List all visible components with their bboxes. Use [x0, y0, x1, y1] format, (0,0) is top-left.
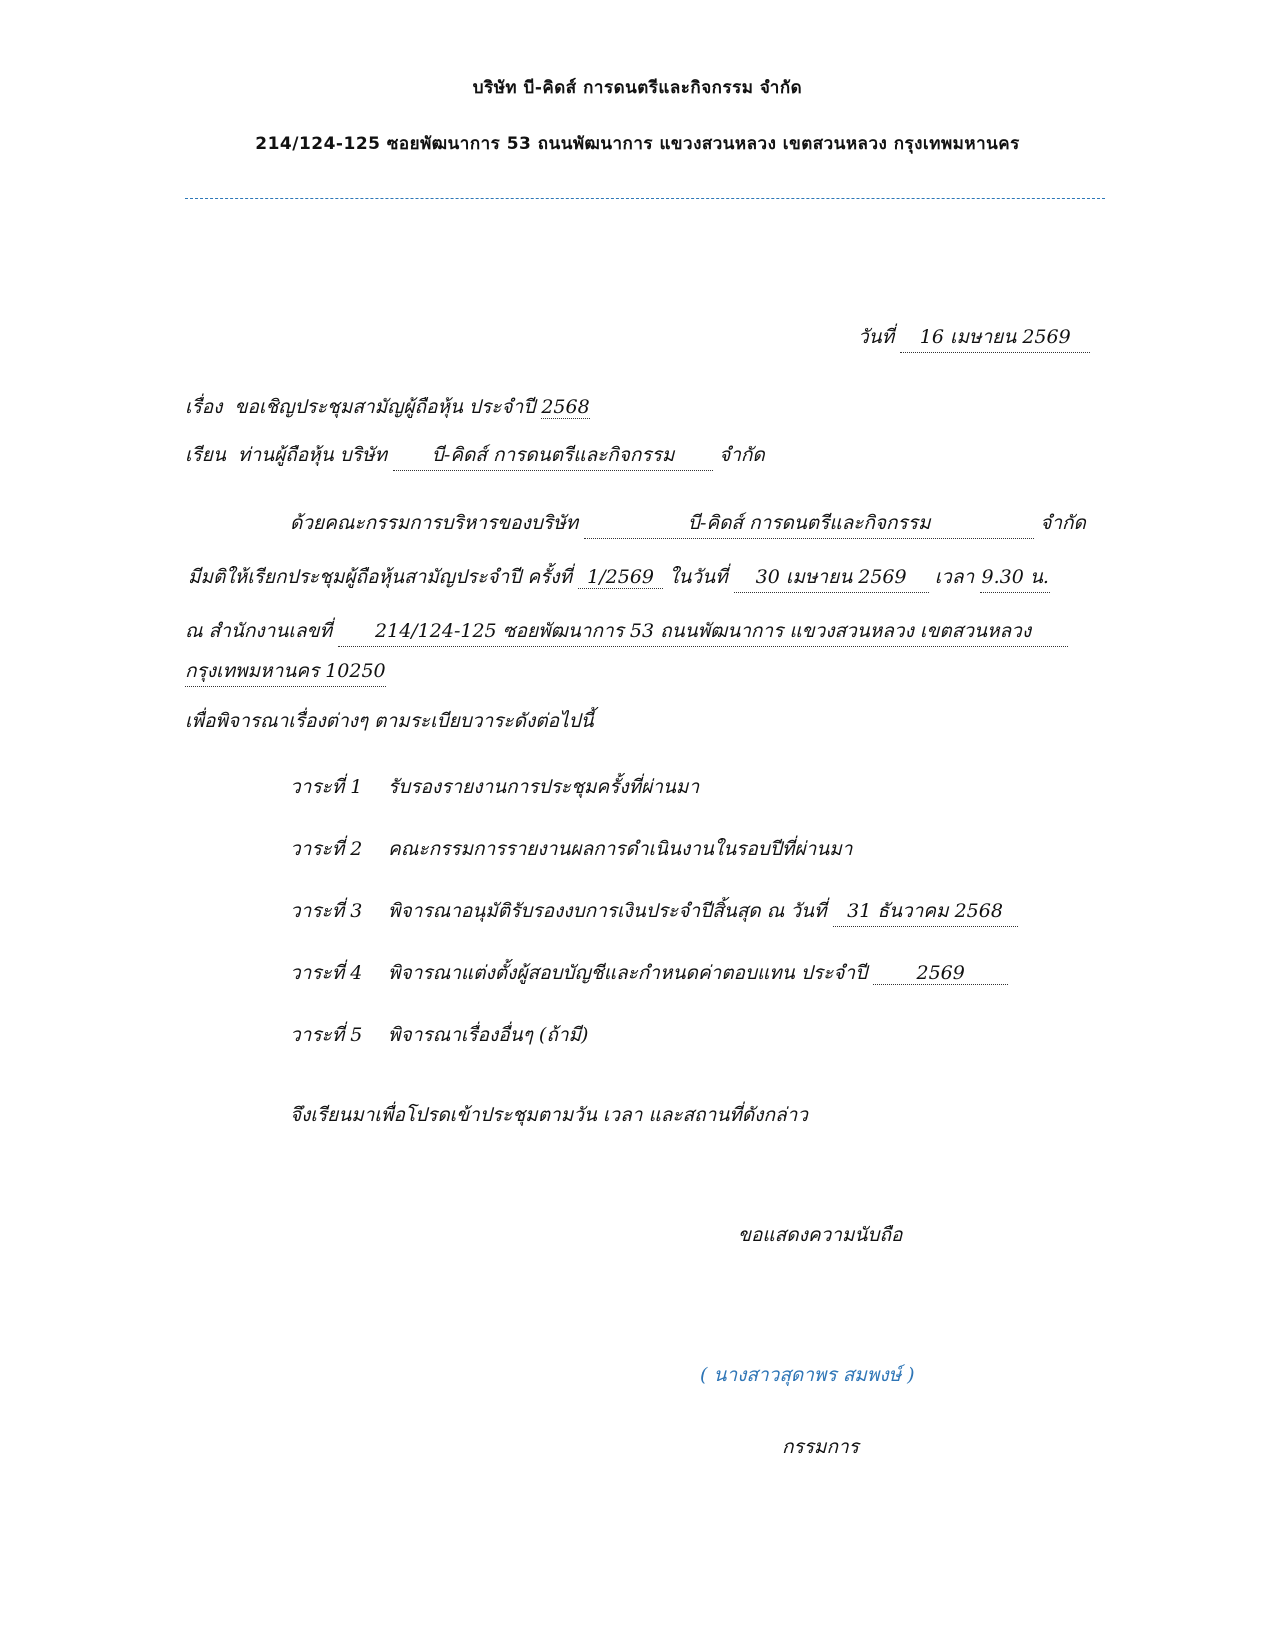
signer-name: ( นางสาวสุดาพร สมพงษ์ )	[700, 1364, 915, 1386]
p1-suffix: จำกัด	[1040, 512, 1086, 534]
agenda-item	[290, 958, 1008, 988]
agenda-no: วาระที่ 3	[290, 900, 363, 922]
agenda-item	[290, 1020, 588, 1050]
subject-year: 2568	[541, 396, 590, 418]
p2-time-label: เวลา	[934, 566, 975, 588]
agenda-text: พิจารณาอนุมัติรับรองงบการเงินประจำปีสิ้นสุด ณ วันที่	[388, 900, 827, 922]
body-line-4: เพื่อพิจารณาเรื่องต่างๆ ตามระเบียบวาระดังต่อไปนี้	[185, 710, 594, 732]
p3-address-2: กรุงเทพมหานคร 10250	[185, 656, 386, 687]
agenda-text: คณะกรรมการรายงานผลการดำเนินงานในรอบปีที่ผ่านมา	[388, 838, 853, 860]
date-line	[858, 322, 1090, 353]
agenda-no: วาระที่ 2	[290, 838, 363, 860]
agenda-fill: 31 ธันวาคม 2568	[833, 896, 1018, 927]
body-line-3b	[185, 656, 386, 687]
subject-label: เรื่อง	[185, 396, 223, 418]
agenda-no: วาระที่ 4	[290, 962, 363, 984]
agenda-fill: 2569	[873, 962, 1008, 985]
p2-prefix: มีมติให้เรียกประชุมผู้ถือหุ้นสามัญประจำปี ครั้งที่	[188, 566, 573, 588]
p3-address: 214/124-125 ซอยพัฒนาการ 53 ถนนพัฒนาการ แขวงสวนหลวง เขตสวนหลวง	[338, 616, 1068, 647]
to-company: บี-คิดส์ การดนตรีและกิจกรรม	[393, 440, 713, 471]
agenda-no: วาระที่ 5	[290, 1024, 363, 1046]
p2-date-label: ในวันที่	[669, 566, 728, 588]
agenda-no: วาระที่ 1	[290, 776, 363, 798]
subject-text: ขอเชิญประชุมสามัญผู้ถือหุ้น ประจำปี	[234, 396, 536, 418]
body-line-3	[185, 616, 1068, 647]
signer-title: กรรมการ	[782, 1436, 859, 1458]
body-line-1	[290, 508, 1086, 539]
agenda-item	[290, 772, 699, 802]
agenda-text: พิจารณาแต่งตั้งผู้สอบบัญชีและกำหนดค่าตอบแทน ประจำปี	[388, 962, 868, 984]
to-line	[185, 440, 765, 471]
subject-line	[185, 392, 590, 422]
date-value: 16 เมษายน 2569	[900, 322, 1090, 353]
date-label: วันที่	[858, 326, 895, 348]
body-line-2	[188, 562, 1050, 593]
company-name: บริษัท บี-คิดส์ การดนตรีและกิจกรรม จำกัด	[472, 78, 803, 98]
closing-text: จึงเรียนมาเพื่อโปรดเข้าประชุมตามวัน เวลา และสถานที่ดังกล่าว	[290, 1104, 808, 1126]
agenda-text: รับรองรายงานการประชุมครั้งที่ผ่านมา	[388, 776, 700, 798]
p3-prefix: ณ สำนักงานเลขที่	[185, 620, 333, 642]
p1-company: บี-คิดส์ การดนตรีและกิจกรรม	[584, 508, 1034, 539]
regards-text: ขอแสดงความนับถือ	[738, 1224, 903, 1246]
company-address: 214/124-125 ซอยพัฒนาการ 53 ถนนพัฒนาการ แขวงสวนหลวง เขตสวนหลวง กรุงเทพมหานคร	[255, 134, 1020, 154]
agenda-item	[290, 834, 852, 864]
header-divider	[185, 198, 1105, 199]
agenda-item	[290, 896, 1018, 927]
p2-date: 30 เมษายน 2569	[734, 562, 929, 593]
p1-prefix: ด้วยคณะกรรมการบริหารของบริษัท	[290, 512, 579, 534]
p2-time: 9.30 น.	[980, 562, 1050, 593]
p2-number: 1/2569	[578, 566, 663, 589]
to-label: เรียน	[185, 444, 226, 466]
to-text: ท่านผู้ถือหุ้น บริษัท	[237, 444, 388, 466]
agenda-text: พิจารณาเรื่องอื่นๆ (ถ้ามี)	[388, 1024, 589, 1046]
to-suffix: จำกัด	[719, 444, 765, 466]
